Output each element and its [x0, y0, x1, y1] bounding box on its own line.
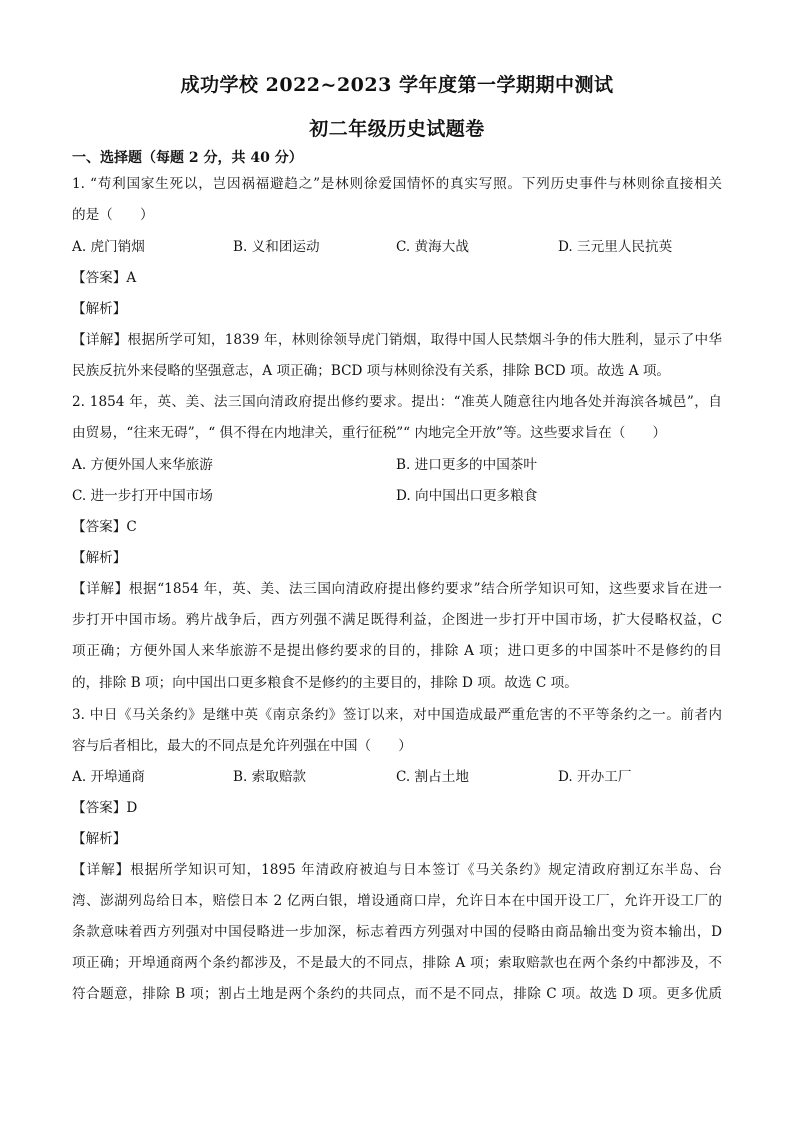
q2-stem-line-1: 2. 1854 年，英、美、法三国向清政府提出修约要求。提出：“准英人随意往内地各处并海滨各城邑”，自 — [72, 394, 722, 410]
q2-detail-line-1: 【详解】根据“1854 年，英、美、法三国向清政府提出修约要求”结合所学知识可知，这些要求旨在进一 — [72, 581, 722, 597]
q1-detail-line-2: 民族反抗外来侵略的坚强意志，A 项正确；BCD 项与林则徐没有关系，排除 BCD 项。故选 A 项。 — [72, 363, 671, 379]
q3-detail-line-1: 【详解】根据所学知识可知，1895 年清政府被迫与日本签订《马关条约》规定清政府割辽东半岛、台 — [72, 862, 722, 878]
q3-detail-line-2: 湾、澎湖列岛给日本，赔偿日本 2 亿两白银，增设通商口岸，允许日本在中国开设工厂，允许开设工厂的 — [72, 893, 722, 909]
q3-option-b: B. 索取赔款 — [233, 769, 307, 785]
q2-detail-line-4: 的，排除 B 项；向中国出口更多粮食不是修约的主要目的，排除 D 项。故选 C 项。 — [72, 675, 578, 691]
section-heading: 一、选择题（每题 2 分，共 40 分） — [72, 150, 303, 166]
exam-title: 成功学校 2022~2023 学年度第一学期期中测试 — [180, 74, 614, 96]
q1-stem-line-1: 1. “苟利国家生死以，岂因祸福避趋之”是林则徐爱国情怀的真实写照。下列历史事件与林则徐直接相关 — [72, 176, 722, 192]
q3-answer: 【答案】D — [72, 800, 138, 816]
q3-analysis-label: 【解析】 — [72, 831, 127, 847]
q2-option-b: B. 进口更多的中国茶叶 — [396, 457, 537, 473]
q1-answer: 【答案】A — [72, 270, 137, 286]
q3-option-a: A. 开埠通商 — [72, 769, 145, 785]
q2-analysis-label: 【解析】 — [72, 550, 127, 566]
q2-option-a: A. 方便外国人来华旅游 — [72, 457, 213, 473]
q2-detail-line-3: 项正确；方便外国人来华旅游不是提出修约要求的目的，排除 A 项；进口更多的中国茶叶不是修约的目 — [72, 643, 722, 659]
q2-option-c: C. 进一步打开中国市场 — [72, 488, 213, 504]
q3-detail-line-3: 条款意味着西方列强对中国侵略进一步加深，标志着西方列强对中国的侵略由商品输出变为资本输出，D — [72, 924, 722, 940]
q3-stem-line-2: 容与后者相比，最大的不同点是允许列强在中国（ ） — [72, 738, 412, 754]
q3-detail-line-4: 项正确；开埠通商两个条约都涉及，不是最大的不同点，排除 A 项；索取赔款也在两个条约中都涉及，不 — [72, 955, 722, 971]
q3-option-d: D. 开办工厂 — [558, 769, 632, 785]
q2-option-d: D. 向中国出口更多粮食 — [396, 488, 538, 504]
q2-detail-line-2: 步打开中国市场。鸦片战争后，西方列强不满足既得利益，企图进一步打开中国市场，扩大侵略权益，C — [72, 612, 722, 628]
q1-option-d: D. 三元里人民抗英 — [558, 239, 673, 255]
q2-answer: 【答案】C — [72, 519, 137, 535]
q1-analysis-label: 【解析】 — [72, 301, 127, 317]
q3-option-c: C. 割占土地 — [396, 769, 469, 785]
q1-option-a: A. 虎门销烟 — [72, 239, 145, 255]
q1-detail-line-1: 【详解】根据所学可知，1839 年，林则徐领导虎门销烟，取得中国人民禁烟斗争的伟大胜利，显示了中华 — [72, 332, 722, 348]
q1-option-b: B. 义和团运动 — [233, 239, 320, 255]
q2-stem-line-2: 由贸易，“往来无碍”，“ 俱不得在内地津关，重行征税”“ 内地完全开放”等。这些要求旨在（ ） — [72, 425, 667, 441]
q3-stem-line-1: 3. 中日《马关条约》是继中英《南京条约》签订以来，对中国造成最严重危害的不平等条约之一。前者内 — [72, 707, 722, 723]
q1-option-c: C. 黄海大战 — [396, 239, 469, 255]
q1-stem-line-2: 的是（ ） — [72, 207, 154, 223]
q3-detail-line-5: 符合题意，排除 B 项；割占土地是两个条约的共同点，而不是不同点，排除 C 项。故选 D 项。更多优质 — [72, 986, 722, 1002]
exam-subtitle: 初二年级历史试题卷 — [309, 118, 485, 140]
